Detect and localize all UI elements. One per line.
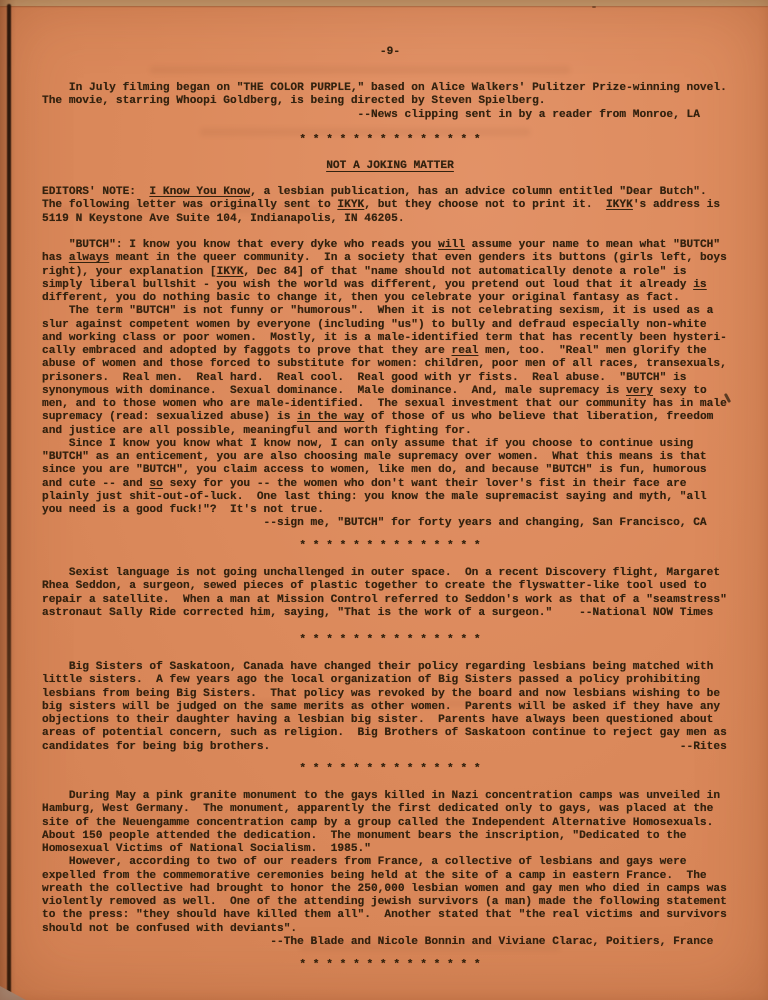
text-line: Homosexual Victims of National Socialism. 1985." bbox=[42, 843, 371, 855]
scan-speck bbox=[592, 6, 596, 8]
text-line: areas of potential concern, such as religion. Big Brothers of Saskatoon continue to reject gay men as bbox=[42, 727, 727, 740]
text-line: "BUTCH" as an enticement, you are also choosing male supremacy over women. What this means is that bbox=[42, 451, 707, 463]
text-line: slur against competent women by everyone (including "us") to bully and defraud especially non-white bbox=[42, 318, 707, 331]
text-line: repair a satellite. When a man at Mission Control referred to Seddon's work as that of a "seamstress" bbox=[42, 593, 727, 606]
section-heading: NOT A JOKING MATTER bbox=[326, 160, 454, 172]
text-line: abuse of women and those forced to substitute for women: children, poor men of all races, transexuals, bbox=[42, 358, 727, 371]
text-line: Sexist language is not going unchallenged in outer space. On a recent Discovery flight, Margaret bbox=[42, 567, 721, 579]
text-line: In July filming began on "THE COLOR PURPLE," based on Alice Walkers' Pulitzer Prize-winning novel. bbox=[42, 82, 727, 94]
text-line: synonymous with dominance. Sexual dominance. Male dominance. And, male supremacy is very sexy to bbox=[42, 384, 707, 397]
text-line: During May a pink granite monument to the gays killed in Nazi concentration camps was unveiled in bbox=[42, 790, 721, 802]
text-line: Hamburg, West Germany. The monument, apparently the first dedicated only to gays, was placed at the bbox=[42, 803, 714, 816]
discovery-item bbox=[42, 567, 738, 620]
text-line: --sign me, "BUTCH" for forty years and changing, San Francisco, CA bbox=[42, 517, 707, 530]
text-line: little sisters. A few years ago the local organization of Big Sisters passed a policy prohibiting bbox=[42, 674, 700, 687]
text-line: cally embraced and adopted by faggots to prove that they are real men, too. "Real" men glorify the bbox=[42, 345, 707, 357]
text-line: and working class or poor women. Mostly, it is a male-identified term that has recently been hysteri- bbox=[42, 331, 727, 344]
separator-stars: * * * * * * * * * * * * * * bbox=[299, 763, 481, 775]
text-line: candidates for being big brothers. --Rites bbox=[42, 740, 727, 753]
separator-stars: * * * * * * * * * * * * * * bbox=[299, 134, 481, 146]
text-line: astronaut Sally Ride corrected him, saying, "That is the work of a surgeon." --National NOW Times bbox=[42, 606, 714, 619]
text-line: you need is a good fuck!"? It's not true. bbox=[42, 504, 324, 516]
text-line: However, according to two of our readers from France, a collective of lesbians and gays were bbox=[42, 856, 687, 869]
text-line: The movie, starring Whoopi Goldberg, is being directed by Steven Spielberg. bbox=[42, 95, 546, 108]
text-line: and justice are all possible, meaningful and worth fighting for. bbox=[42, 424, 472, 437]
text-line: --News clipping sent in by a reader from Monroe, LA bbox=[42, 108, 700, 121]
text-line: wreath the collective had brought to honor the 250,000 lesbian women and gay men who died in camps was bbox=[42, 882, 727, 895]
butch-letter bbox=[42, 239, 738, 531]
page-number: -9- bbox=[379, 46, 401, 58]
news-item-color-purple bbox=[42, 82, 738, 122]
text-line: big sisters will be judged on the same merits as other women. Parents will be asked if they have any bbox=[42, 700, 721, 713]
ghost-smudge bbox=[150, 66, 570, 74]
text-line: 5119 N Keystone Ave Suite 104, Indianapolis, IN 46205. bbox=[42, 212, 405, 225]
text-line: different, you do nothing basic to change it, then you celebrate your original fantasy as fact. bbox=[42, 292, 680, 304]
editors-note bbox=[42, 186, 738, 226]
text-line: Big Sisters of Saskatoon, Canada have changed their policy regarding lesbians being matched with bbox=[42, 661, 714, 673]
text-line: prisoners. Real men. Real hard. Real cool. Real good with yr fists. Real abuse. "BUTCH" is bbox=[42, 371, 687, 384]
monument-item bbox=[42, 790, 738, 949]
text-line: and cute -- and so sexy for you -- the women who don't want their lover's fist in their face are bbox=[42, 477, 687, 490]
text-line: EDITORS' NOTE: I Know You Know, a lesbian publication, has an advice column entitled "Dear Butch". bbox=[42, 186, 707, 198]
text-line: About 150 people attended the dedication. The monument bears the inscription, "Dedicated to the bbox=[42, 829, 687, 842]
separator-stars: * * * * * * * * * * * * * * bbox=[299, 959, 481, 971]
text-line: has always meant in the queer community. In a society that even genders its buttons (girls left, boys bbox=[42, 252, 727, 265]
text-line: Since I know you know what I know now, I can only assume that if you choose to continue using bbox=[42, 437, 694, 450]
text-line: objections to their daughter having a lesbian big sister. Parents have always been questioned about bbox=[42, 714, 714, 726]
text-line: Rhea Seddon, a surgeon, sewed pieces of plastic together to create the flyswatter-like tool used to bbox=[42, 580, 707, 593]
text-line: to the press: "they should have killed them all". Another stated that "the real victims and survivors bbox=[42, 909, 727, 922]
text-line: should not be confused with deviants". bbox=[42, 922, 298, 935]
separator-stars: * * * * * * * * * * * * * * bbox=[299, 634, 481, 646]
text-line: "BUTCH": I know you know that every dyke who reads you will assume your name to mean what "BUTCH" bbox=[42, 239, 721, 251]
text-line: simply liberal bullshit - you wish the world was different, you pretend out loud that it already is bbox=[42, 278, 707, 291]
separator-stars: * * * * * * * * * * * * * * bbox=[299, 540, 481, 552]
text-line: lesbians from being Big Sisters. That policy was revoked by the board and now lesbians wishing to be bbox=[42, 687, 721, 700]
text-line: men, and to those women who are male-identified. The sexual investment that our community has in male bbox=[42, 398, 727, 410]
scan-edge-top bbox=[0, 0, 768, 6]
text-line: violently removed as well. One of the attending jewish survivors (a man) made the following statement bbox=[42, 896, 727, 908]
text-line: supremacy (read: sexualized abuse) is in the way of those of us who believe that liberation, freedom bbox=[42, 411, 714, 424]
text-line: site of the Neuengamme concentration camp by a group called the Independent Alternative Homosexuals. bbox=[42, 816, 714, 829]
scan-edge-left-line bbox=[7, 4, 11, 1000]
text-line: --The Blade and Nicole Bonnin and Viviane Clarac, Poitiers, France bbox=[42, 935, 714, 948]
text-line: The following letter was originally sent to IKYK, but they choose not to print it. IKYK's address is bbox=[42, 199, 721, 212]
text-line: The term "BUTCH" is not funny or "humorous". When it is not celebrating sexism, it is used as a bbox=[42, 305, 714, 318]
text-line: since you are "BUTCH", you claim access to women, like men do, and because "BUTCH" is fun, humorous bbox=[42, 464, 707, 477]
text-line: right), your explanation [IKYK, Dec 84] of that "name should not automatically denote a role" is bbox=[42, 265, 687, 278]
text-line: plainly just shit-out-of-luck. One last thing: you know the male supremacist saying and myth, "all bbox=[42, 490, 707, 503]
big-sisters-item bbox=[42, 661, 738, 754]
text-line: expelled from the commemorative ceremonies being held at the site of a camp in eastern France. The bbox=[42, 869, 707, 882]
